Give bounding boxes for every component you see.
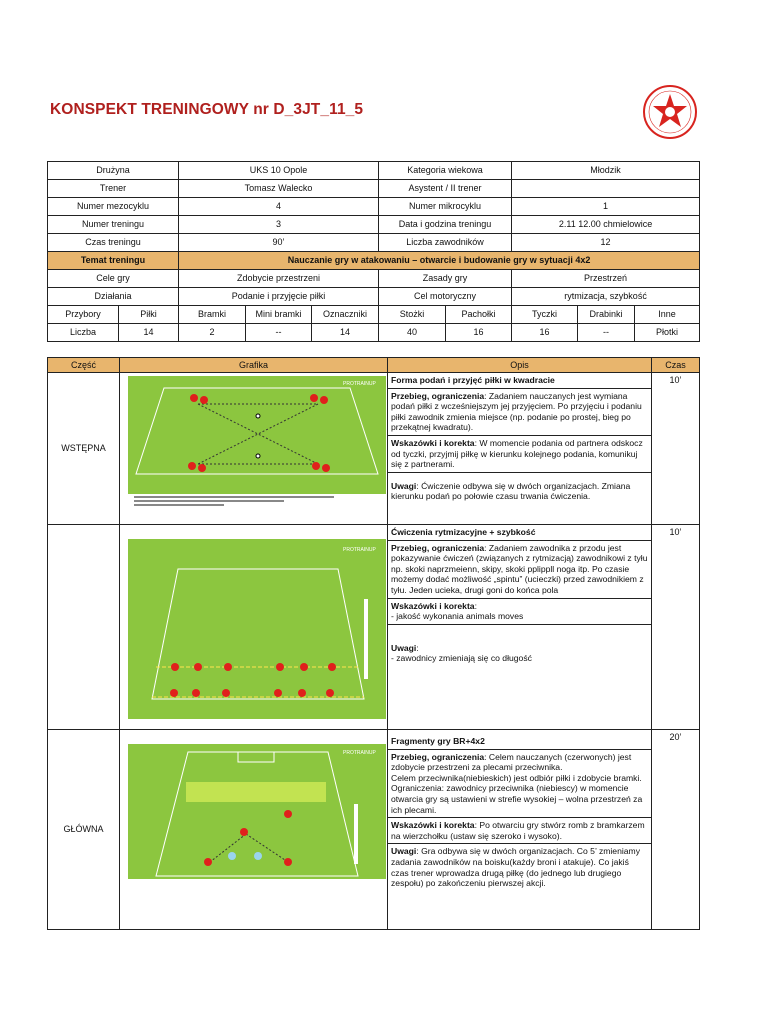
pzpn-certification-logo xyxy=(642,84,698,140)
info-value: 3 xyxy=(179,216,379,234)
info-label: Numer treningu xyxy=(48,216,179,234)
uwagi-text: : Gra odbywa się w dwóch organizacjach. Co 5’ zmieniamy zadania zawodników na boisku(każdy broni i atakuje). Co jakiś czas trener wprowadza drugą piłkę (do jednego lub drugiego zespołu) po zakończeniu pierwszej akcji. xyxy=(391,846,641,889)
wskazowki-section xyxy=(388,599,651,625)
info-label: Zasady gry xyxy=(379,270,512,288)
wskazowki-label: Wskazówki i korekta xyxy=(391,820,475,831)
equipment-header-row xyxy=(48,306,700,324)
uwagi-text: : - zawodnicy zmieniają się co długość xyxy=(391,642,532,664)
exercise-time: 10’ xyxy=(652,525,700,730)
info-label: Cele gry xyxy=(48,270,179,288)
equipment-header: Stożki xyxy=(379,306,446,324)
przebieg-text: : Celem nauczanych (czerwonych) jest zdobycie przestrzeni za plecami przeciwnika. Celem przeciwnika(niebieskich) jest odbiór piłki i zdobycie bramki. Ograniczenia: zawodnicy przeciwnika (niebiescy) w momencie otwarcia gry są ustawieni w strefie wysokiej – wolna przestrzeń za ich plecami. xyxy=(391,751,643,815)
description-header: Opis xyxy=(388,358,652,373)
info-row xyxy=(48,234,700,252)
exercise-title: Ćwiczenia rytmizacyjne + szybkość xyxy=(388,525,651,541)
info-value: 1 xyxy=(512,198,700,216)
wskazowki-text: : W momencie podania od partnera odskocz od tyczki, przyjmij piłkę w kierunku kolejnego podania, komunikuj się z partnerami. xyxy=(391,437,643,470)
exercise-description xyxy=(388,525,652,730)
info-row xyxy=(48,270,700,288)
uwagi-text: : Ćwiczenie odbywa się w dwóch organizacjach. Zmiana kierunku podań po połowie czasu trwania ćwiczenia. xyxy=(391,480,631,502)
equipment-value: 14 xyxy=(119,324,179,342)
equipment-value: 16 xyxy=(512,324,578,342)
info-value: Przestrzeń xyxy=(512,270,700,288)
equipment-header: Pachołki xyxy=(446,306,512,324)
equipment-value: -- xyxy=(246,324,312,342)
wskazowki-label: Wskazówki i korekta xyxy=(391,437,475,448)
info-label: Trener xyxy=(48,180,179,198)
exercise-title: Forma podań i przyjęć piłki w kwadracie xyxy=(388,373,651,389)
info-label: Kategoria wiekowa xyxy=(379,162,512,180)
wskazowki-text: : Po otwarciu gry stwórz romb z bramkarzem na wierzchołku (ustaw się szeroko i wysoko). xyxy=(391,820,645,841)
info-value: Młodzik xyxy=(512,162,700,180)
przebieg-label: Przebieg, ograniczenia xyxy=(391,390,485,401)
wskazowki-section xyxy=(388,818,651,844)
przebieg-label: Przebieg, ograniczenia xyxy=(391,542,485,553)
watermark: PROTRAINUP xyxy=(343,547,376,553)
exercise-row xyxy=(48,730,700,930)
info-value: Tomasz Walecko xyxy=(179,180,379,198)
exercise-graphic xyxy=(120,730,388,930)
wskazowki-section xyxy=(388,436,651,473)
uwagi-section xyxy=(388,844,651,890)
info-value xyxy=(512,180,700,198)
pitch-diagram xyxy=(128,539,386,719)
topic-label: Temat treningu xyxy=(48,252,179,270)
info-value: 90’ xyxy=(179,234,379,252)
equipment-value: 40 xyxy=(379,324,446,342)
info-label: Numer mikrocyklu xyxy=(379,198,512,216)
exercise-description xyxy=(388,730,652,930)
info-value: 2.11 12.00 chmielowice xyxy=(512,216,700,234)
info-value: UKS 10 Opole xyxy=(179,162,379,180)
info-row xyxy=(48,288,700,306)
watermark: PROTRAINUP xyxy=(343,750,376,756)
info-value: Zdobycie przestrzeni xyxy=(179,270,379,288)
part-label xyxy=(48,525,120,730)
equipment-header: Oznaczniki xyxy=(312,306,379,324)
info-value: 12 xyxy=(512,234,700,252)
equipment-value: 16 xyxy=(446,324,512,342)
info-label: Działania xyxy=(48,288,179,306)
exercise-description xyxy=(388,373,652,525)
exercise-row xyxy=(48,373,700,525)
exercise-graphic xyxy=(120,373,388,525)
info-value: Podanie i przyjęcie piłki xyxy=(179,288,379,306)
topic-row xyxy=(48,252,700,270)
info-row xyxy=(48,162,700,180)
graphics-header: Grafika xyxy=(120,358,388,373)
info-label: Drużyna xyxy=(48,162,179,180)
uwagi-label: Uwagi xyxy=(391,480,417,491)
part-label: GŁÓWNA xyxy=(48,730,120,930)
document-title: KONSPEKT TRENINGOWY nr D_3JT_11_5 xyxy=(50,101,364,118)
info-label: Liczba zawodników xyxy=(379,234,512,252)
equipment-value: 2 xyxy=(179,324,246,342)
info-label: Asystent / II trener xyxy=(379,180,512,198)
topic-value: Nauczanie gry w atakowaniu – otwarcie i budowanie gry w sytuacji 4x2 xyxy=(179,252,700,270)
equipment-header: Tyczki xyxy=(512,306,578,324)
equipment-value: Płotki xyxy=(635,324,700,342)
equipment-value: Liczba xyxy=(48,324,119,342)
przebieg-text: : Zadaniem nauczanych jest wymiana podań piłki z wcześniejszym jej przyjęciem. Po przyjęciu i podaniu piłki zawodnik zmienia miejsce (np. podanie po prostej, bieg po przekątnej kwadratu). xyxy=(391,390,642,433)
przebieg-text: : Zadaniem zawodnika z przodu jest pokazywanie ćwiczeń (związanych z rytmizacją) zawodnikowi z tyłu np. skoki naprzmeienn, skipy, skoki pplippll noga itp. Po czasie możemy dodać możliwość „spintu” (ucieczki) przed zawodnikiem z tyłu. Jeden ucieka, drugi goni do końca pola xyxy=(391,542,648,595)
equipment-header: Bramki xyxy=(179,306,246,324)
exercise-time: 10’ xyxy=(652,373,700,525)
uwagi-label: Uwagi xyxy=(391,642,417,653)
equipment-header: Przybory xyxy=(48,306,119,324)
training-plan-table xyxy=(47,357,700,930)
info-row xyxy=(48,216,700,234)
info-label: Cel motoryczny xyxy=(379,288,512,306)
equipment-values-row xyxy=(48,324,700,342)
training-info-table xyxy=(47,161,700,342)
przebieg-section xyxy=(388,541,651,599)
exercise-row xyxy=(48,525,700,730)
przebieg-section xyxy=(388,389,651,436)
exercise-title: Fragmenty gry BR+4x2 xyxy=(388,730,651,750)
equipment-value: 14 xyxy=(312,324,379,342)
info-value: 4 xyxy=(179,198,379,216)
pitch-diagram xyxy=(128,744,386,879)
uwagi-label: Uwagi xyxy=(391,846,417,857)
info-label: Numer mezocyklu xyxy=(48,198,179,216)
exercise-time: 20’ xyxy=(652,730,700,930)
plan-header-row xyxy=(48,358,700,373)
watermark: PROTRAINUP xyxy=(343,381,376,387)
pitch-diagram xyxy=(128,376,386,511)
equipment-header: Mini bramki xyxy=(246,306,312,324)
part-label: WSTĘPNA xyxy=(48,373,120,525)
przebieg-section xyxy=(388,750,651,819)
info-row xyxy=(48,180,700,198)
przebieg-label: Przebieg, ograniczenia xyxy=(391,751,485,762)
equipment-header: Piłki xyxy=(119,306,179,324)
uwagi-section xyxy=(388,473,651,504)
time-header: Czas xyxy=(652,358,700,373)
info-label: Data i godzina treningu xyxy=(379,216,512,234)
part-header: Część xyxy=(48,358,120,373)
info-value: rytmizacja, szybkość xyxy=(512,288,700,306)
info-label: Czas treningu xyxy=(48,234,179,252)
equipment-value: -- xyxy=(578,324,635,342)
wskazowki-text: : - jakość wykonania animals moves xyxy=(391,600,524,622)
equipment-header: Inne xyxy=(635,306,700,324)
exercise-graphic xyxy=(120,525,388,730)
wskazowki-label: Wskazówki i korekta xyxy=(391,600,475,611)
info-row xyxy=(48,198,700,216)
uwagi-section xyxy=(388,625,651,700)
equipment-header: Drabinki xyxy=(578,306,635,324)
